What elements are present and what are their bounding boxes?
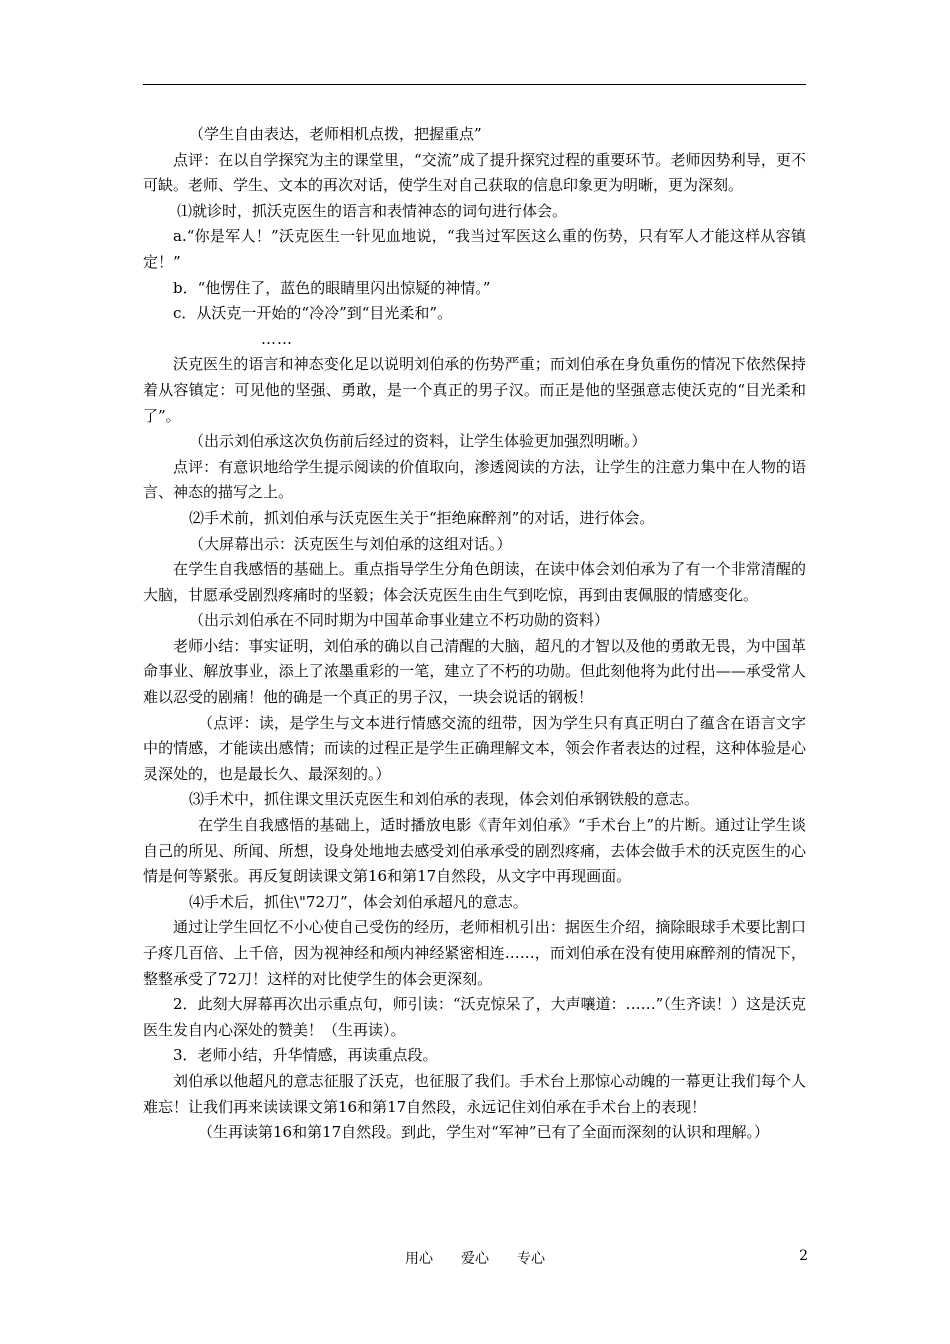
paragraph: （大屏幕出示：沃克医生与刘伯承的这组对话。）	[189, 534, 512, 553]
paragraph: ⑷手术后，抓住\"72刀”，体会刘伯承超凡的意志。	[189, 892, 528, 911]
paragraph: c．从沃克一开始的“冷冷”到“目光柔和”。	[173, 304, 453, 323]
paragraph: 通过让学生回忆不小心使自己受伤的经历，老师相机引出：据医生介绍，摘除眼球手术要比割口子疼几百倍、上千倍，因为视神经和颅内神经紧密相连……，而刘伯承在没有使用麻醉剂的情况下，整整承受了72刀！这样的对比使学生的体会更深刻。	[143, 918, 806, 988]
paragraph: ⑴就诊时，抓沃克医生的语言和表情神态的词句进行体会。	[177, 201, 568, 220]
paragraph: ⑶手术中，抓住课文里沃克医生和刘伯承的表现，体会刘伯承钢铁般的意志。	[189, 790, 700, 809]
paragraph: （出示刘伯承这次负伤前后经过的资料，让学生体验更加强烈明晰。）	[189, 432, 647, 451]
paragraph: 2．此刻大屏幕再次出示重点句，师引读：“沃克惊呆了，大声嚷道：……”（生齐读！）这是沃克医生发自内心深处的赞美！（生再读）。	[143, 995, 806, 1039]
paragraph: ⑵手术前，抓刘伯承与沃克医生关于“拒绝麻醉剂”的对话，进行体会。	[189, 508, 655, 527]
paragraph: b．“他愣住了，蓝色的眼睛里闪出惊疑的神情。”	[173, 278, 491, 297]
paragraph: 点评：在以自学探究为主的课堂里，“交流”成了提升探究过程的重要环节。老师因势利导，更不可缺。老师、学生、文本的再次对话，使学生对自己获取的信息印象更为明晰，更为深刻。	[143, 150, 806, 195]
header-rule	[143, 84, 806, 85]
paragraph: a.“你是军人！”沃克医生一针见血地说，“我当过军医这么重的伤势，只有军人才能这样从容镇定！”	[143, 227, 806, 271]
paragraph: ……	[261, 329, 293, 348]
paragraph: （点评：读，是学生与文本进行情感交流的纽带，因为学生只有真正明白了蕴含在语言文字中的情感，才能读出感情；而读的过程正是学生正确理解文本，领会作者表达的过程，这种体验是心灵深处的，也是最长久、最深刻的。）	[143, 713, 806, 783]
footer-motto: 用心 爱心 专心	[405, 1251, 545, 1267]
paragraph: （生再读第16和第17自然段。到此，学生对“军神”已有了全面而深刻的认识和理解。）	[198, 1123, 770, 1142]
paragraph: 在学生自我感悟的基础上。重点指导学生分角色朗读，在读中体会刘伯承为了有一个非常清醒的大脑，甘愿承受剧烈疼痛时的坚毅；体会沃克医生由生气到吃惊，再到由衷佩服的情感变化。	[143, 560, 806, 604]
page-number: 2	[799, 1248, 808, 1264]
paragraph: 沃克医生的语言和神态变化足以说明刘伯承的伤势严重；而刘伯承在身负重伤的情况下依然保持着从容镇定：可见他的坚强、勇敢，是一个真正的男子汉。而正是他的坚强意志使沃克的“目光柔和了”。	[143, 355, 806, 425]
paragraph: 刘伯承以他超凡的意志征服了沃克，也征服了我们。手术台上那惊心动魄的一幕更让我们每个人难忘！让我们再来读读课文第16和第17自然段，永远记住刘伯承在手术台上的表现！	[143, 1071, 806, 1116]
paragraph: （出示刘伯承在不同时期为中国革命事业建立不朽功勋的资料）	[189, 611, 610, 630]
paragraph: 老师小结：事实证明，刘伯承的确以自己清醒的大脑，超凡的才智以及他的勇敢无畏，为中国革命事业、解放事业，添上了浓墨重彩的一笔，建立了不朽的功勋。但此刻他将为此付出——承受常人难以忍受的剧痛！他的确是一个真正的男子汉，一块会说话的钢板！	[143, 636, 806, 707]
paragraph: 点评：有意识地给学生提示阅读的价值取向，渗透阅读的方法，让学生的注意力集中在人物的语言、神态的描写之上。	[143, 457, 806, 502]
paragraph: 3．老师小结，升华情感，再读重点段。	[173, 1046, 438, 1065]
document-body	[143, 122, 806, 1146]
paragraph: 在学生自我感悟的基础上，适时播放电影《青年刘伯承》“手术台上”的片断。通过让学生谈自己的所见、所闻、所想，设身处地地去感受刘伯承承受的剧烈疼痛，去体会做手术的沃克医生的心情是何等紧张。再反复朗读课文第16和第17自然段，从文字中再现画面。	[143, 816, 806, 886]
paragraph: （学生自由表达，老师相机点拨，把握重点”	[189, 125, 482, 143]
